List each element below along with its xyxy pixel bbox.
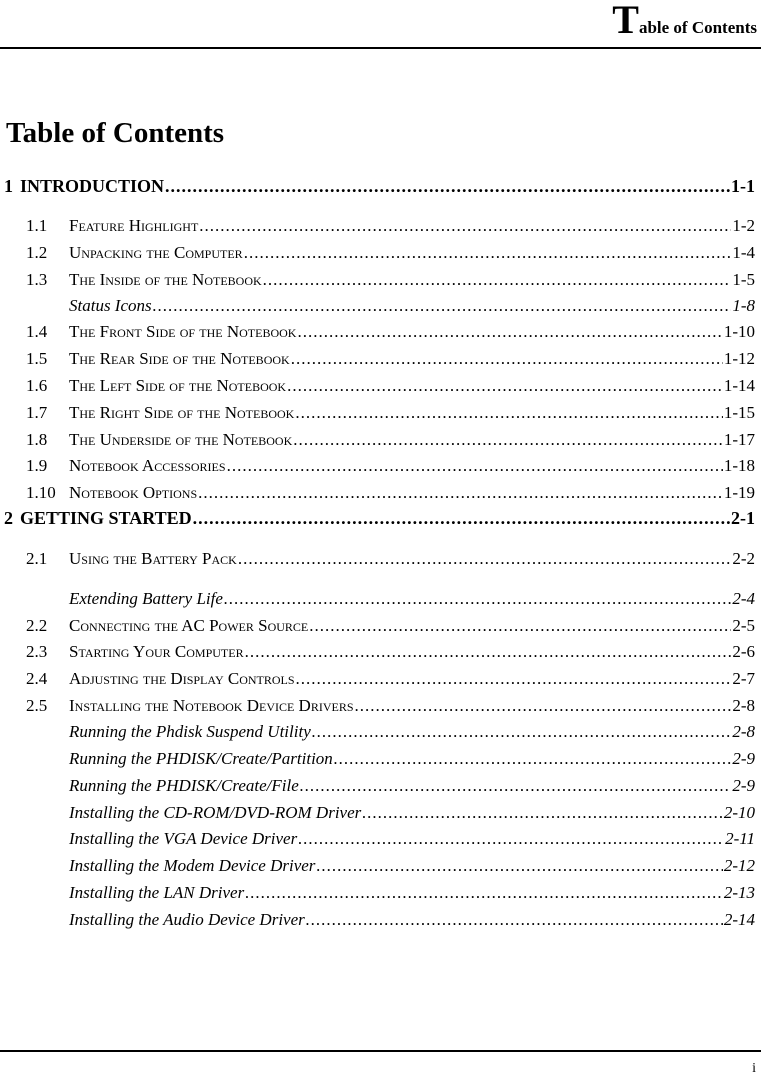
toc-leader bbox=[306, 908, 723, 932]
toc-page: 1-8 bbox=[732, 296, 755, 315]
toc-leader bbox=[227, 454, 723, 478]
toc-leader bbox=[309, 614, 731, 638]
toc-title: Installing the Notebook Device Drivers bbox=[69, 696, 354, 715]
toc-page: 2-7 bbox=[732, 669, 755, 688]
toc-page: 1-19 bbox=[723, 483, 755, 502]
toc-title: Installing the Modem Device Driver bbox=[69, 856, 316, 875]
toc-title: The Underside of the Notebook bbox=[69, 430, 293, 449]
toc-leader bbox=[300, 774, 732, 798]
toc-section[interactable] bbox=[0, 401, 755, 425]
toc-number: 1.4 bbox=[26, 322, 48, 341]
toc-number: 1.10 bbox=[26, 483, 56, 502]
toc-page: 1-17 bbox=[723, 430, 755, 449]
toc-leader bbox=[293, 428, 723, 452]
header-rule bbox=[0, 47, 761, 49]
toc-page: 2-14 bbox=[723, 910, 755, 929]
page-number: i bbox=[752, 1061, 756, 1076]
toc-leader bbox=[355, 694, 732, 718]
toc-number: 1.2 bbox=[26, 243, 48, 262]
toc-number: 2.2 bbox=[26, 616, 48, 635]
toc-title: GETTING STARTED bbox=[20, 508, 192, 528]
toc-page: 2-11 bbox=[725, 829, 755, 848]
header-initial: T bbox=[612, 0, 639, 42]
toc-page: 2-12 bbox=[723, 856, 755, 875]
toc-subsection[interactable] bbox=[0, 908, 755, 932]
page-title: Table of Contents bbox=[6, 117, 225, 149]
toc-subsection[interactable] bbox=[0, 774, 755, 798]
toc-leader bbox=[298, 827, 724, 851]
toc-page: 1-18 bbox=[723, 456, 755, 475]
toc-section[interactable] bbox=[0, 547, 755, 571]
toc-page: 2-2 bbox=[732, 549, 755, 568]
toc-title: The Inside of the Notebook bbox=[69, 270, 262, 289]
toc-number: 2.1 bbox=[26, 549, 48, 568]
header-text: able of Contents bbox=[638, 18, 757, 37]
toc-page: 2-8 bbox=[732, 696, 755, 715]
toc-number: 1.7 bbox=[26, 403, 48, 422]
toc-title: Running the Phdisk Suspend Utility bbox=[69, 722, 311, 741]
toc-section[interactable] bbox=[0, 481, 755, 505]
toc-page: 2-8 bbox=[732, 722, 755, 741]
toc-page: 2-1 bbox=[731, 508, 755, 528]
toc-title: Extending Battery Life bbox=[69, 589, 223, 608]
toc-title: Using the Battery Pack bbox=[69, 549, 237, 568]
toc-title: INTRODUCTION bbox=[20, 176, 165, 196]
toc-leader bbox=[245, 881, 723, 905]
toc-section[interactable] bbox=[0, 640, 755, 664]
toc-section[interactable] bbox=[0, 667, 755, 691]
footer-rule bbox=[0, 1050, 761, 1052]
toc-title: Starting Your Computer bbox=[69, 642, 244, 661]
toc-number: 2.3 bbox=[26, 642, 48, 661]
toc-page: 1-14 bbox=[723, 376, 755, 395]
toc-leader bbox=[153, 294, 732, 318]
toc-number: 1.9 bbox=[26, 456, 48, 475]
toc-leader bbox=[291, 347, 723, 371]
toc-title: The Left Side of the Notebook bbox=[69, 376, 287, 395]
toc-page: 2-6 bbox=[732, 642, 755, 661]
toc-page: 2-4 bbox=[732, 589, 755, 608]
toc-page: 1-10 bbox=[723, 322, 755, 341]
toc-section[interactable] bbox=[0, 268, 755, 292]
toc-chapter[interactable] bbox=[0, 506, 755, 530]
toc-number: 1.8 bbox=[26, 430, 48, 449]
toc-title: Running the PHDISK/Create/Partition bbox=[69, 749, 333, 768]
toc-leader bbox=[263, 268, 732, 292]
toc-number: 1.1 bbox=[26, 216, 48, 235]
toc-subsection[interactable] bbox=[0, 801, 755, 825]
toc-number: 2 bbox=[4, 508, 13, 528]
toc-subsection[interactable] bbox=[0, 854, 755, 878]
toc-section[interactable] bbox=[0, 428, 755, 452]
toc-leader bbox=[362, 801, 723, 825]
toc-leader bbox=[245, 640, 732, 664]
toc-leader bbox=[193, 506, 730, 530]
toc-section[interactable] bbox=[0, 241, 755, 265]
toc-leader bbox=[316, 854, 722, 878]
toc-subsection[interactable] bbox=[0, 881, 755, 905]
toc-leader bbox=[244, 241, 732, 265]
toc-number: 1.3 bbox=[26, 270, 48, 289]
toc-title: Installing the LAN Driver bbox=[69, 883, 245, 902]
toc-page: 1-4 bbox=[732, 243, 755, 262]
toc-title: Installing the VGA Device Driver bbox=[69, 829, 298, 848]
toc-leader bbox=[296, 667, 732, 691]
running-header bbox=[612, 0, 757, 46]
toc-page: 1-5 bbox=[732, 270, 755, 289]
toc-page: 1-1 bbox=[731, 176, 755, 196]
toc-title: Feature Highlight bbox=[69, 216, 199, 235]
toc-leader bbox=[224, 587, 731, 611]
toc-section[interactable] bbox=[0, 374, 755, 398]
toc-section[interactable] bbox=[0, 214, 755, 238]
toc-title: Running the PHDISK/Create/File bbox=[69, 776, 299, 795]
toc-title: The Right Side of the Notebook bbox=[69, 403, 295, 422]
toc-section[interactable] bbox=[0, 320, 755, 344]
toc-leader bbox=[165, 174, 730, 198]
toc-page: 2-9 bbox=[732, 776, 755, 795]
toc-page: 2-5 bbox=[732, 616, 755, 635]
toc-number: 1 bbox=[4, 176, 13, 196]
toc-subsection[interactable] bbox=[0, 747, 755, 771]
toc-number: 1.6 bbox=[26, 376, 48, 395]
toc-page: 1-12 bbox=[723, 349, 755, 368]
toc-subsection[interactable] bbox=[0, 294, 755, 318]
toc-page: 2-9 bbox=[732, 749, 755, 768]
toc-page: 2-10 bbox=[723, 803, 755, 822]
toc-page: 2-13 bbox=[723, 883, 755, 902]
toc-title: Notebook Accessories bbox=[69, 456, 226, 475]
toc-subsection[interactable] bbox=[0, 720, 755, 744]
toc-leader bbox=[238, 547, 732, 571]
toc-section[interactable] bbox=[0, 694, 755, 718]
toc-subsection[interactable] bbox=[0, 827, 755, 851]
toc-title: Notebook Options bbox=[69, 483, 198, 502]
toc-title: Status Icons bbox=[69, 296, 152, 315]
toc-leader bbox=[287, 374, 723, 398]
toc-leader bbox=[198, 481, 723, 505]
toc-title: The Rear Side of the Notebook bbox=[69, 349, 290, 368]
toc-chapter[interactable] bbox=[0, 174, 755, 198]
toc-number: 2.5 bbox=[26, 696, 48, 715]
toc-number: 1.5 bbox=[26, 349, 48, 368]
toc-leader bbox=[297, 320, 722, 344]
toc-section[interactable] bbox=[0, 454, 755, 478]
toc-page: 1-15 bbox=[723, 403, 755, 422]
toc-page: 1-2 bbox=[732, 216, 755, 235]
toc-leader bbox=[295, 401, 722, 425]
toc-title: Installing the Audio Device Driver bbox=[69, 910, 305, 929]
toc-section[interactable] bbox=[0, 614, 755, 638]
toc-subsection[interactable] bbox=[0, 587, 755, 611]
toc-leader bbox=[199, 214, 731, 238]
toc-title: Unpacking the Computer bbox=[69, 243, 243, 262]
toc-title: The Front Side of the Notebook bbox=[69, 322, 297, 341]
toc-leader bbox=[312, 720, 732, 744]
toc-number: 2.4 bbox=[26, 669, 48, 688]
toc-title: Adjusting the Display Controls bbox=[69, 669, 295, 688]
toc-section[interactable] bbox=[0, 347, 755, 371]
toc-title: Connecting the AC Power Source bbox=[69, 616, 309, 635]
toc-leader bbox=[334, 747, 732, 771]
toc-title: Installing the CD-ROM/DVD-ROM Driver bbox=[69, 803, 362, 822]
